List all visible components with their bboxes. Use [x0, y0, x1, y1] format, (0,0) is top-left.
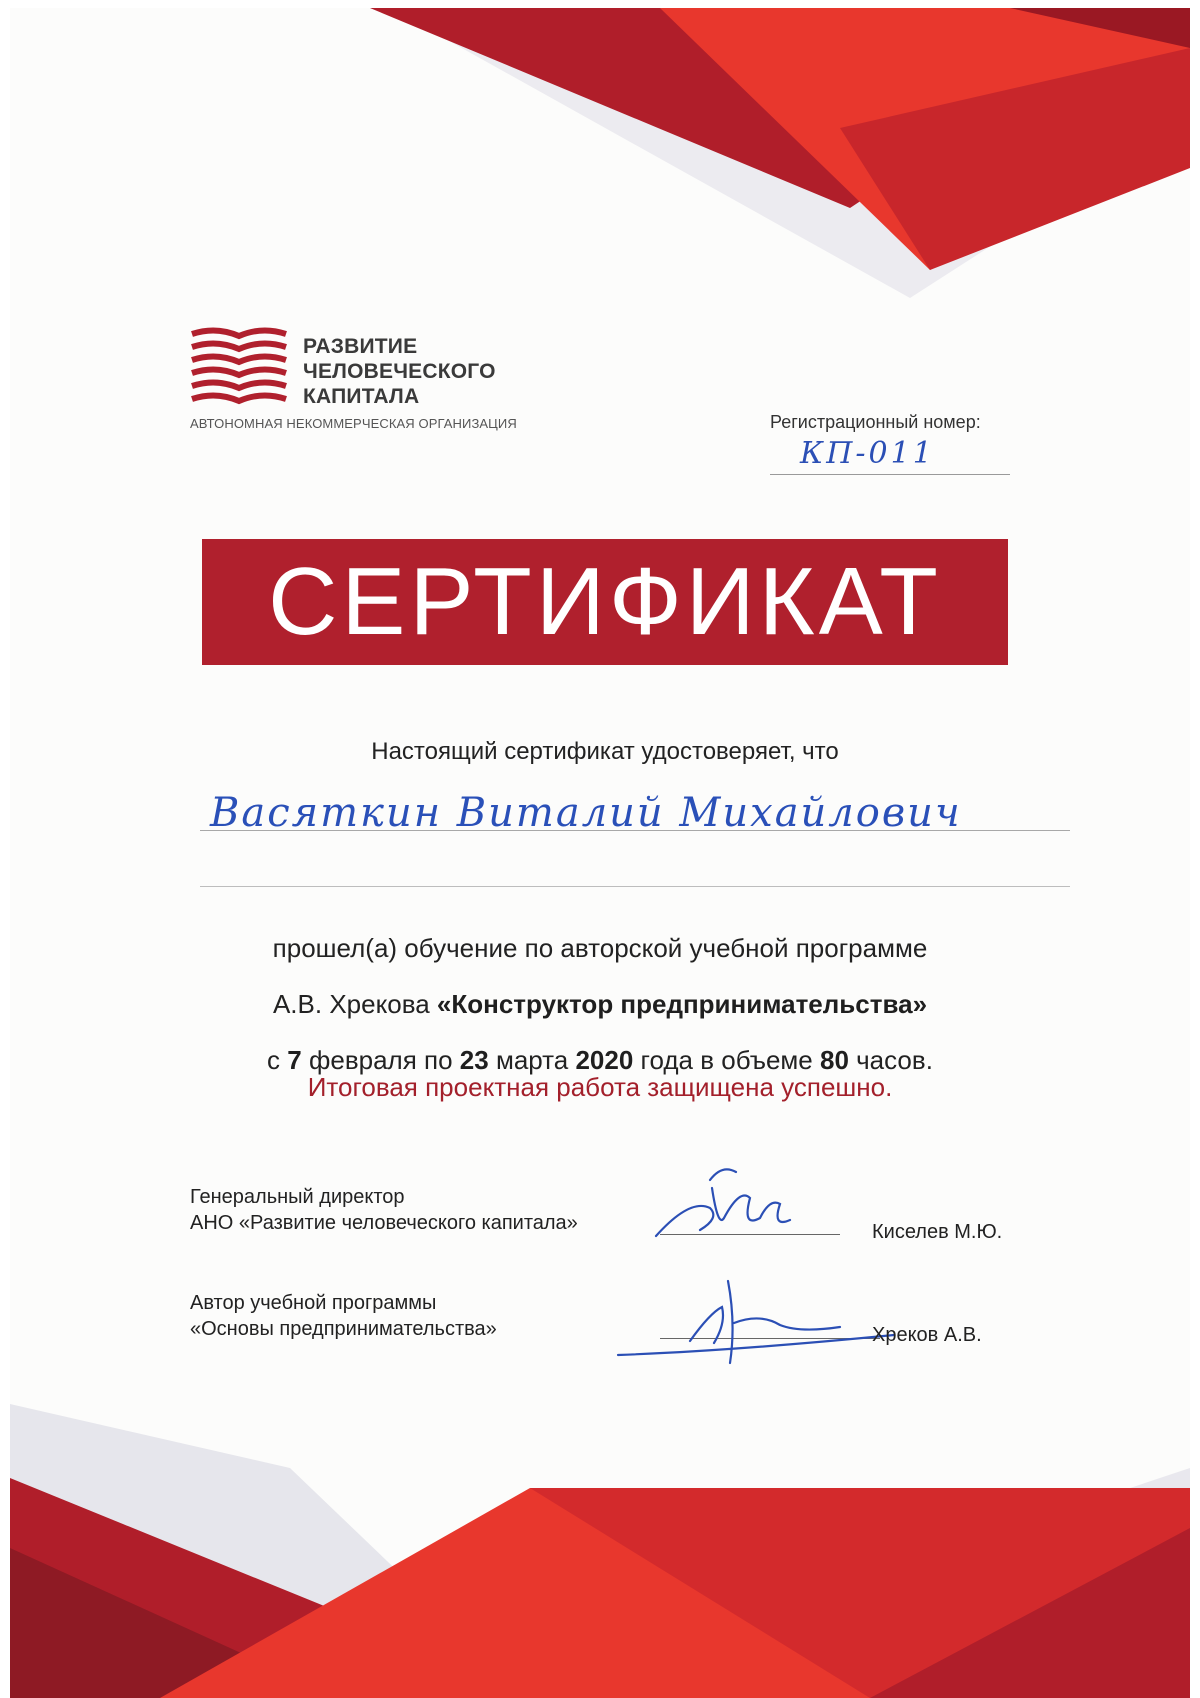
certificate-sheet	[10, 8, 1190, 1698]
registration-label: Регистрационный номер:	[770, 412, 981, 432]
registration-number: КП-011	[800, 436, 935, 471]
open-book-icon	[190, 326, 288, 406]
year: 2020	[575, 1045, 634, 1075]
logo-title	[303, 334, 563, 409]
title-banner	[202, 539, 1008, 665]
signatory-author-name: Хреков А.В.	[872, 1324, 982, 1346]
date-text: марта	[488, 1045, 576, 1075]
date-text: года в объеме	[633, 1045, 820, 1075]
handwritten-signature-director	[650, 1158, 830, 1248]
logo-subtitle: АВТОНОМНАЯ НЕКОММЕРЧЕСКАЯ ОРГАНИЗАЦИЯ	[190, 416, 517, 431]
registration-underline	[770, 474, 1010, 475]
role-line: АНО «Развитие человеческого капитала»	[190, 1212, 578, 1234]
course-description	[160, 920, 1040, 1088]
signatory-director-role	[190, 1184, 578, 1236]
signatory-author-role	[190, 1290, 497, 1342]
course-line-2	[160, 976, 1040, 1032]
role-line: Автор учебной программы	[190, 1292, 437, 1314]
role-line: Генеральный директор	[190, 1186, 405, 1208]
start-day: 7	[287, 1045, 302, 1075]
date-text: февраля по	[301, 1045, 460, 1075]
hours: 80	[819, 1045, 849, 1075]
certificate-title: СЕРТИФИКАТ	[268, 548, 942, 655]
program-title: «Конструктор предпринимательства»	[436, 989, 928, 1019]
date-text: часов.	[848, 1045, 933, 1075]
role-line: «Основы предпринимательства»	[190, 1318, 497, 1340]
signatory-director-name: Киселев М.Ю.	[872, 1221, 1003, 1243]
logo-title-line: РАЗВИТИЕ	[303, 335, 418, 358]
logo-title-line: КАПИТАЛА	[303, 385, 420, 408]
recipient-underline-second	[200, 886, 1070, 887]
intro-text: Настоящий сертификат удостоверяет, что	[371, 738, 839, 765]
decorative-background	[10, 8, 1190, 1698]
author-text: А.В. Хрекова	[272, 989, 437, 1019]
recipient-underline	[200, 830, 1070, 831]
end-day: 23	[459, 1045, 489, 1075]
course-line-1: прошел(а) обучение по авторской учебной программе	[272, 933, 928, 963]
result-statement: Итоговая проектная работа защищена успешно.	[307, 1072, 893, 1102]
logo-title-line: ЧЕЛОВЕЧЕСКОГО	[303, 360, 496, 383]
recipient-name: Васяткин Виталий Михайлович	[210, 790, 962, 836]
date-text: с	[267, 1045, 288, 1075]
handwritten-signature-author	[610, 1263, 900, 1373]
